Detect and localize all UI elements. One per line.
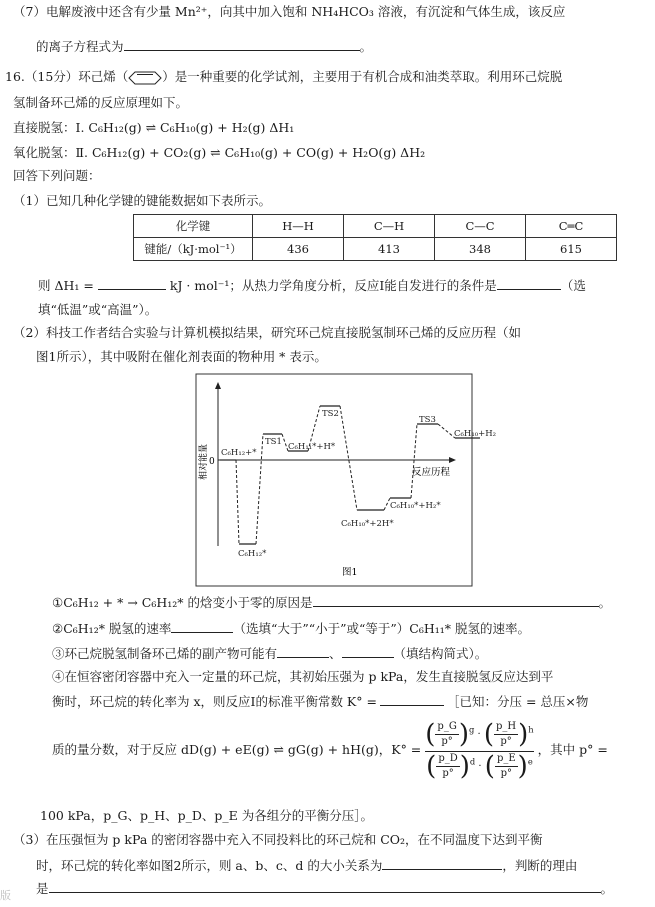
answer-blank[interactable] <box>49 880 601 893</box>
zero-tick-label: 0 <box>209 457 215 467</box>
answer-blank[interactable] <box>124 38 360 51</box>
part3-text-2: 时，环己烷的转化率如图2所示，则 a、b、c、d 的大小关系为 ，判断的理由 <box>36 858 578 873</box>
energy-diagram <box>0 368 655 598</box>
sub-question-4-line3: 质的量分数，对于反应 dD(g) + eE(g) ⇌ gG(g) + hH(g)，K° = ( $\frac{p\_G}{p^\circ}$ )$^g$ · ( $\frac{p\_H}{p^\circ}$ )$^h$ ( $\frac{p\_D}{p^\circ}$ )$^d$ · ( $\frac{p\_E}{p^\circ}$ )$^e$ ，其中 p° = <box>52 719 608 782</box>
label-s3: C₆H₁₀*+2H* <box>341 519 394 529</box>
label-ts3: TS3 <box>419 415 436 425</box>
answer-blank[interactable] <box>497 277 561 290</box>
part2-text: （2）科技工作者结合实验与计算机模拟结果，研究环己烷直接脱氢制环己烯的反应历程（如 <box>13 325 521 340</box>
part1-answer-line: 则 ΔH₁ = kJ · mol⁻¹；从热力学角度分析，反应Ⅰ能自发进行的条件是 （选 <box>38 278 586 293</box>
label-s1: C₆H₁₂* <box>238 549 267 559</box>
figure-caption: 图1 <box>342 567 358 578</box>
reaction-2: 氧化脱氢：Ⅱ. C₆H₁₂(g) + CO₂(g) ⇌ C₆H₁₀(g) + CO(g) + H₂O(g) ΔH₂ <box>13 145 426 160</box>
q7-line1: （7）电解废液中还含有少量 Mn²⁺，向其中加入饱和 NH₄HCO₃ 溶液，有沉淀和气体生成，该反应 <box>13 4 566 19</box>
part1-text: （1）已知几种化学键的键能数据如下表所示。 <box>13 193 271 208</box>
path-segment <box>256 434 263 544</box>
x-axis-arrow-icon <box>449 457 456 463</box>
answer-blank[interactable] <box>313 594 599 607</box>
table-cell: 化学键 <box>134 215 253 238</box>
part3-text: （3）在压强恒为 p kPa 的密闭容器中充入不同投料比的环己烷和 CO₂，在不同温度下达到平衡 <box>13 832 543 847</box>
path-segment <box>411 424 417 498</box>
answer-blank[interactable] <box>98 277 166 290</box>
question-prompt: 回答下列问题： <box>13 168 101 183</box>
bond-energy-table <box>133 214 617 261</box>
q7-line2: 的离子方程式为 。 <box>36 39 373 54</box>
cyclohexene-icon <box>128 70 162 86</box>
answer-blank[interactable] <box>277 645 329 658</box>
answer-blank[interactable] <box>380 693 444 706</box>
q16-intro-2: 氢制备环己烯的反应原理如下。 <box>13 95 189 110</box>
q16-intro: 16.（15分）环己烯（ ）是一种重要的化学试剂，主要用于有机合成和油类萃取。利用环己烷脱 <box>5 69 563 84</box>
sub-question-2: ②C₆H₁₂* 脱氢的速率 （选填“大于”“小于”或“等于”）C₆H₁₁* 脱氢的速率。 <box>52 621 531 636</box>
path-segment <box>438 424 455 438</box>
part1-answer-line-2: 填“低温”或“高温”）。 <box>38 302 158 317</box>
label-s2: C₆H₁₁*+H* <box>288 442 336 452</box>
table-cell: 键能/（kJ·mol⁻¹） <box>134 238 253 261</box>
sub-question-3: ③环己烷脱氢制备环己烯的副产物可能有 、 （填结构简式）。 <box>52 646 488 661</box>
label-s5: C₆H₁₀+H₂ <box>454 429 497 439</box>
part2-text-2: 图1所示），其中吸附在催化剂表面的物种用 * 表示。 <box>36 349 327 364</box>
path-segment <box>340 406 357 510</box>
y-axis-label: 相对能量 <box>199 443 209 480</box>
sub-question-1: ①C₆H₁₂ + * → C₆H₁₂* 的焓变小于零的原因是 。 <box>52 595 612 610</box>
table-cell: 413 <box>344 238 435 261</box>
label-s0: C₆H₁₂+* <box>221 448 257 458</box>
table-cell: C═C <box>526 215 617 238</box>
answer-blank[interactable] <box>171 620 233 633</box>
sub-question-4-line2: 衡时，环己烷的转化率为 x，则反应Ⅰ的标准平衡常数 K° = ［已知：分压 = 总压×物 <box>52 694 589 709</box>
table-cell: C—H <box>344 215 435 238</box>
table-row <box>134 238 617 261</box>
part3-text-3: 是 。 <box>36 881 614 896</box>
sub-question-4: ④在恒容密闭容器中充入一定量的环己烷，其初始压强为 p kPa，发生直接脱氢反应达到平 <box>52 669 554 684</box>
label-s4: C₆H₁₀*+H₂* <box>390 501 441 511</box>
y-axis-arrow-icon <box>215 382 221 389</box>
x-axis-label: 反应历程 <box>412 467 451 478</box>
reaction-1: 直接脱氢：Ⅰ. C₆H₁₂(g) ⇌ C₆H₁₀(g) + H₂(g) ΔH₁ <box>13 120 295 135</box>
answer-blank[interactable] <box>382 857 502 870</box>
table-cell: 615 <box>526 238 617 261</box>
table-cell: 348 <box>435 238 526 261</box>
table-cell: 436 <box>253 238 344 261</box>
table-cell: C—C <box>435 215 526 238</box>
label-ts1: TS1 <box>265 437 282 447</box>
watermark: 版 <box>0 889 11 902</box>
table-row <box>134 215 617 238</box>
sub-question-4-line4: 100 kPa，p_G、p_H、p_D、p_E 为各组分的平衡分压］。 <box>40 808 373 823</box>
path-segment <box>236 460 239 544</box>
table-cell: H—H <box>253 215 344 238</box>
answer-blank[interactable] <box>342 645 394 658</box>
label-ts2: TS2 <box>322 409 339 419</box>
kp-formula: ( $\frac{p\_G}{p^\circ}$ )$^g$ · ( $\frac{p\_H}{p^\circ}$ )$^h$ ( $\frac{p\_D}{p^\circ}$ )$^d$ · ( $\frac{p\_E}{p^\circ}$ )$^e$ <box>425 719 534 782</box>
